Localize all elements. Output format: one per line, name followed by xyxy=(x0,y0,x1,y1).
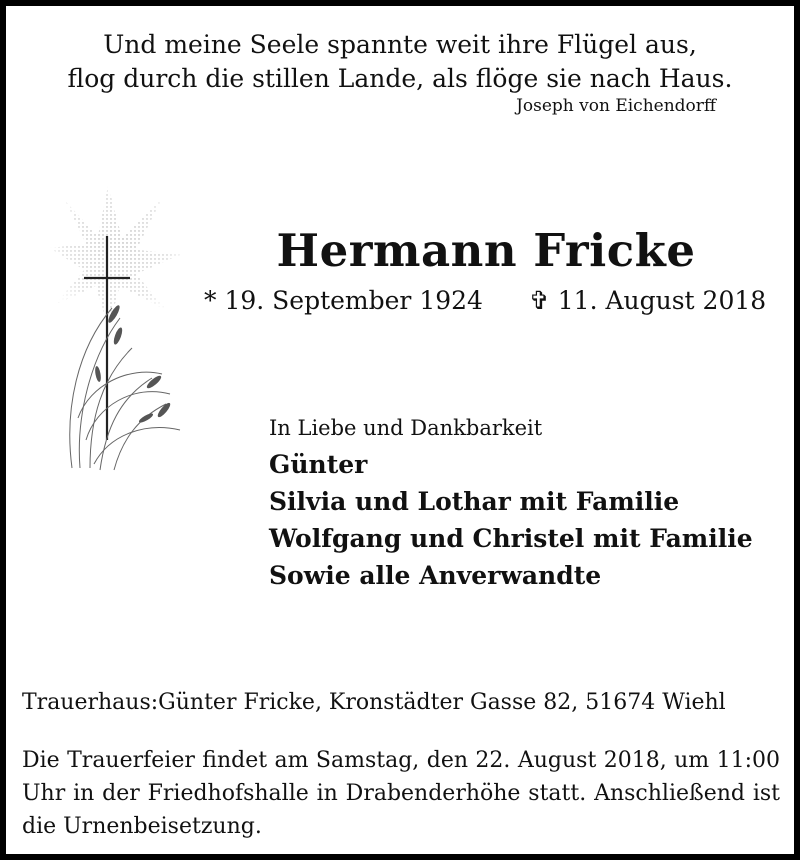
poem-line-1: Und meine Seele spannte weit ihre Flügel aus, xyxy=(103,30,697,59)
poem-author: Joseph von Eichendorff xyxy=(516,96,716,116)
mourning-house-address: Trauerhaus:Günter Fricke, Kronstädter Gasse 82, 51674 Wiehl xyxy=(22,690,726,715)
mourner-name: Sowie alle Anverwandte xyxy=(269,561,602,590)
cross-with-wheat-icon xyxy=(50,178,190,478)
funeral-service-info: Die Trauerfeier findet am Samstag, den 22. August 2018, um 11:00 Uhr in der Friedhofshalle in Drabenderhöhe statt. Anschließend ist die Urnenbeisetzung. xyxy=(22,748,780,839)
death-date: 11. August 2018 xyxy=(557,286,767,315)
birth-date: 19. September 1924 xyxy=(224,286,483,315)
mourner-name: Günter xyxy=(269,450,368,479)
life-dates xyxy=(204,286,766,315)
death-cross-icon: ✞ xyxy=(528,286,550,315)
poem-line-2: flog durch die stillen Lande, als flöge sie nach Haus. xyxy=(67,64,733,93)
mourner-name: Wolfgang und Christel mit Familie xyxy=(269,524,753,553)
mourner-name: Silvia und Lothar mit Familie xyxy=(269,487,680,516)
deceased-name: Hermann Fricke xyxy=(276,224,696,277)
mourners-block xyxy=(269,416,753,594)
mourners-intro: In Liebe und Dankbarkeit xyxy=(269,416,543,440)
birth-star-icon: * xyxy=(204,286,217,315)
